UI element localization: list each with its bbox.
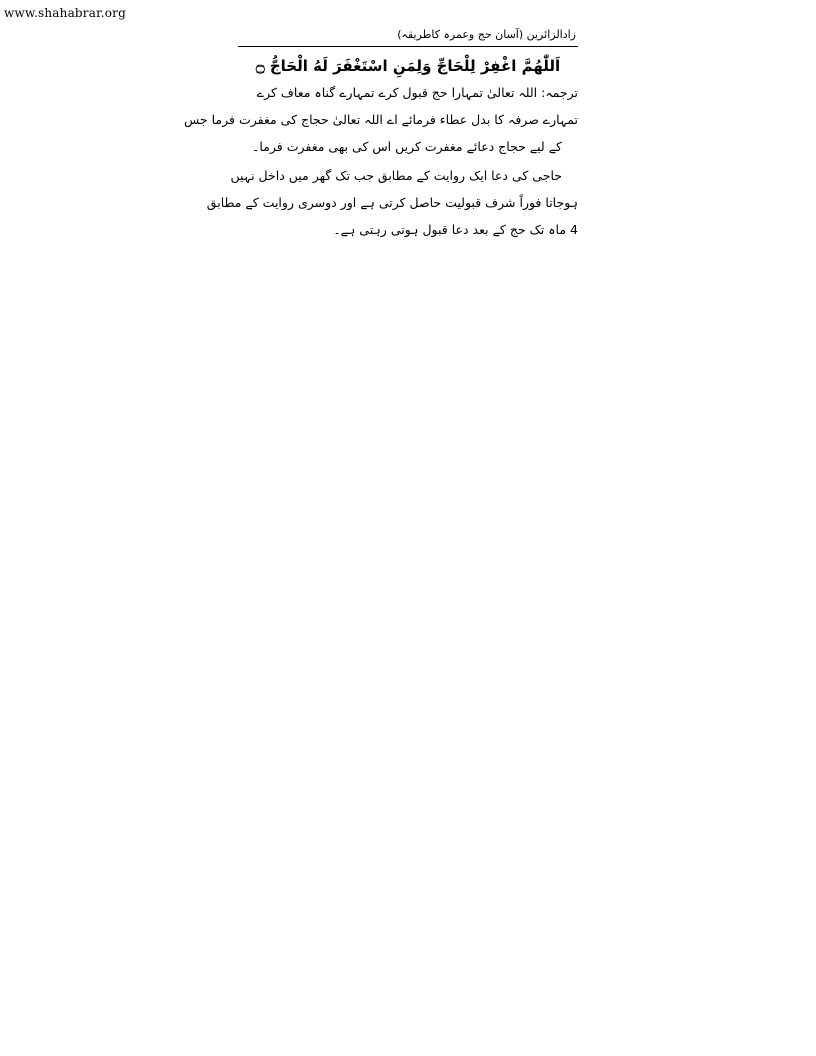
paragraph-line: 4 ماہ تک حج کے بعد دعا قبول ہوتی رہتی ہے۔	[333, 222, 578, 237]
paragraph-line: ترجمہ: اللہ تعالیٰ تمہارا حج قبول کرے تمہارے گناہ معاف کرے	[256, 85, 578, 100]
arabic-dua: اَللّٰهُمَّ اغْفِرْ لِلْحَاجِّ وَلِمَنِ اسْتَغْفَرَ لَهُ الْحَاجُّ ۝	[255, 57, 561, 75]
site-watermark: www.shahabrar.org	[4, 6, 126, 20]
paragraph-line: تمہارے صرفہ کا بدل عطاء فرمائے اے اللہ تعالیٰ حجاج کی مغفرت فرما جس	[183, 112, 578, 127]
paragraph-line: کے لیے حجاج دعائے مغفرت کریں اس کی بھی مغفرت فرما۔	[252, 139, 562, 154]
paragraph-line: حاجی کی دعا ایک روایت کے مطابق جب تک گھر میں داخل نہیں	[230, 168, 562, 183]
book-page	[183, 26, 578, 243]
paragraph-line: ہوجاتا فوراً شرف قبولیت حاصل کرتی ہے اور دوسری روایت کے مطابق	[206, 195, 578, 210]
running-header: زادالزائرین (آسان حج وعمرہ کاطریقہ)	[238, 26, 578, 47]
translation-paragraph	[183, 79, 578, 160]
hadith-paragraph	[206, 162, 578, 243]
